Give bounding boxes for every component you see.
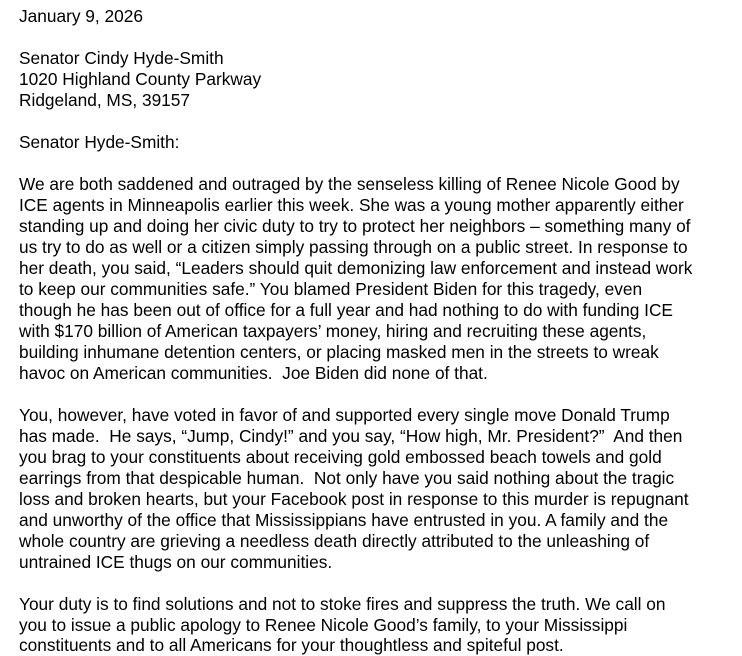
recipient-street: 1020 Highland County Parkway: [19, 69, 262, 89]
paragraph-1-line: though he has been out of office for a full year and had nothing to do with funding ICE: [19, 300, 673, 320]
paragraph-1-line: to keep our communities safe.” You blamed President Biden for this tragedy, even: [19, 279, 643, 299]
paragraph-3-line: you to issue a public apology to Renee Nicole Good’s family, to your Mississippi: [19, 615, 628, 635]
paragraph-1-line: her death, you said, “Leaders should quit demonizing law enforcement and instead work: [19, 258, 693, 278]
paragraph-1-line: building inhumane detention centers, or placing masked men in the streets to wreak: [19, 342, 659, 362]
paragraph-2-line: you brag to your constituents about receiving gold embossed beach towels and gold: [19, 447, 662, 467]
paragraph-2-line: and unworthy of the office that Mississippians have entrusted in you. A family and the: [19, 510, 669, 530]
paragraph-1-line: havoc on American communities. Joe Biden did none of that.: [19, 363, 488, 383]
paragraph-2-line: whole country are grieving a needless death directly attributed to the unleashing of: [19, 531, 650, 551]
paragraph-3-line: Your duty is to find solutions and not to stoke fires and suppress the truth. We call on: [19, 594, 666, 614]
paragraph-2-line: loss and broken hearts, but your Facebook post in response to this murder is repugnant: [19, 489, 689, 509]
paragraph-2-line: has made. He says, “Jump, Cindy!” and you say, “How high, Mr. President?” And then: [19, 426, 683, 446]
paragraph-2-line: untrained ICE thugs on our communities.: [19, 552, 333, 572]
recipient-name: Senator Cindy Hyde-Smith: [19, 48, 224, 68]
letter-date: January 9, 2026: [19, 6, 143, 26]
paragraph-1-line: with $170 billion of American taxpayers’ money, hiring and recruiting these agents,: [19, 321, 647, 341]
paragraph-2-line: You, however, have voted in favor of and supported every single move Donald Trump: [19, 405, 670, 425]
salutation: Senator Hyde-Smith:: [19, 132, 180, 152]
recipient-city-state-zip: Ridgeland, MS, 39157: [19, 90, 191, 110]
paragraph-1-line: ICE agents in Minneapolis earlier this week. She was a young mother apparently either: [19, 195, 684, 215]
paragraph-1-line: We are both saddened and outraged by the senseless killing of Renee Nicole Good by: [19, 174, 680, 194]
paragraph-1-line: us try to do as well or a citizen simply passing through on a public street. In response to: [19, 237, 688, 257]
paragraph-3-line: constituents and to all Americans for your thoughtless and spiteful post.: [19, 635, 564, 655]
paragraph-1-line: standing up and doing her civic duty to try to protect her neighbors – something many of: [19, 216, 691, 236]
paragraph-2-line: earrings from that despicable human. Not only have you said nothing about the tragic: [19, 468, 675, 488]
